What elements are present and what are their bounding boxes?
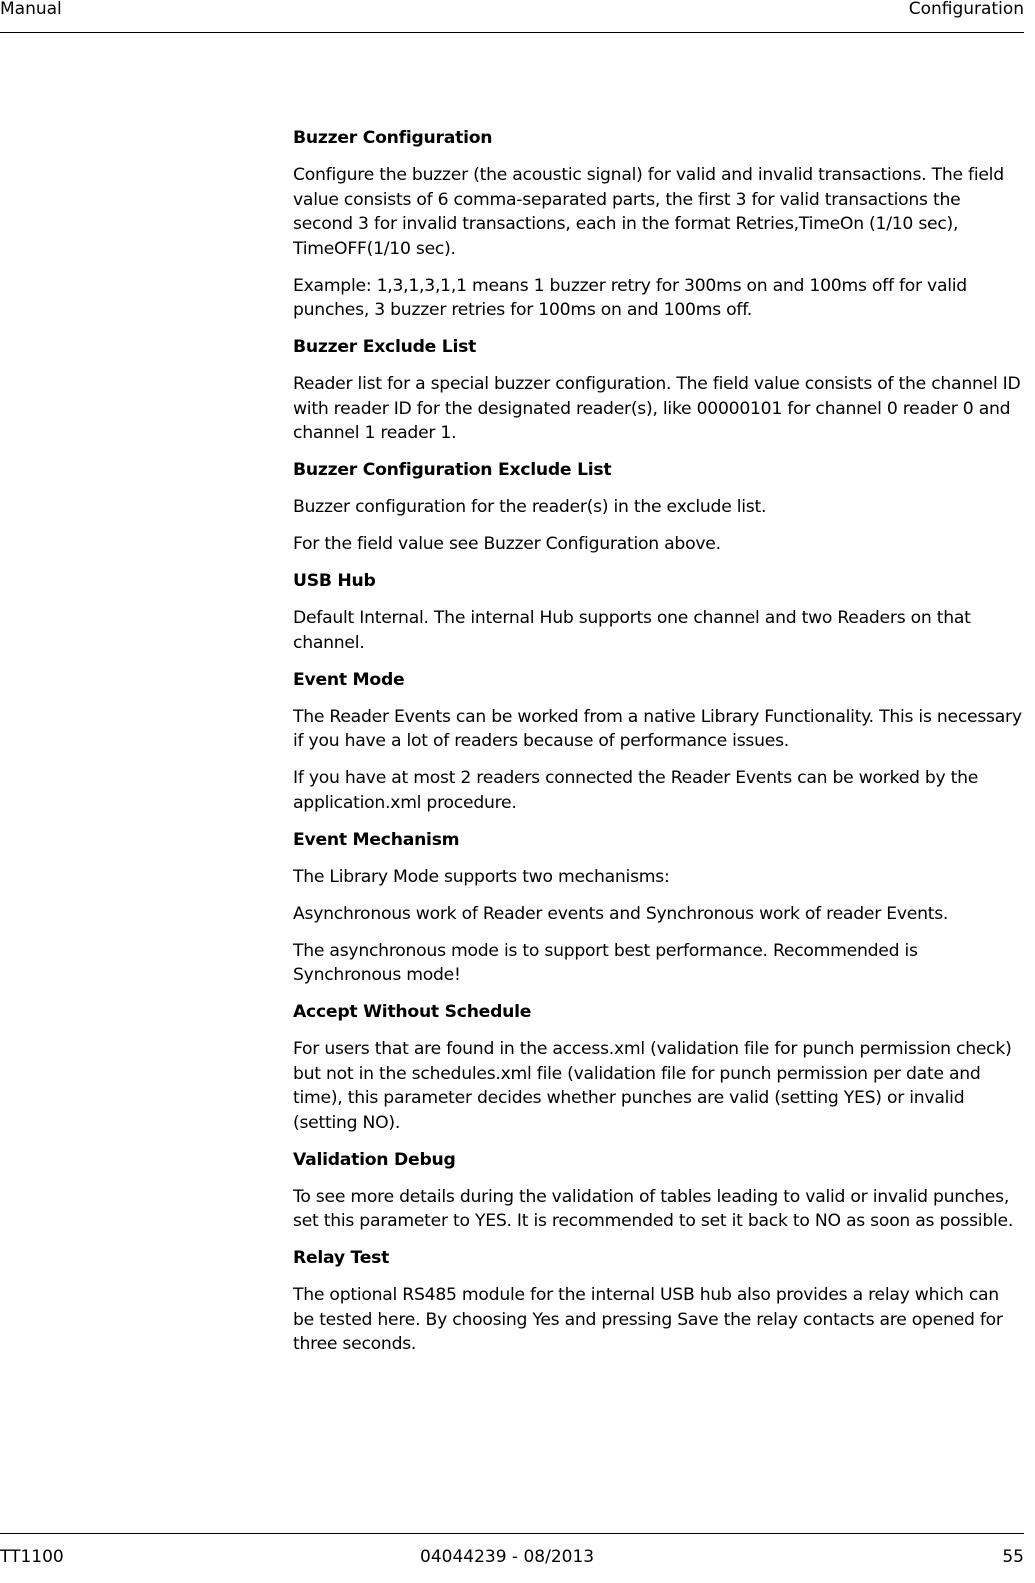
section-heading-event-mode: Event Mode — [293, 669, 405, 690]
section-heading-relay-test: Relay Test — [293, 1248, 390, 1268]
section-heading-buzzer-configuration-exclude-list: Buzzer Configuration Exclude List — [293, 460, 612, 480]
footer-rule — [0, 1533, 1024, 1534]
section-heading-buzzer-exclude-list: Buzzer Exclude List — [293, 337, 477, 357]
footer-product-code: TT1100 — [0, 1547, 64, 1567]
paragraph: The asynchronous mode is to support best performance. Recommended is Synchronous mode! — [293, 940, 918, 985]
footer-page-number: 55 — [1002, 1547, 1024, 1567]
paragraph: To see more details during the validation of tables leading to valid or invalid punches, set this parameter to YES. It is recommended to set it back to NO as soon as possible. — [293, 1186, 1014, 1231]
paragraph: Buzzer configuration for the reader(s) in the exclude list. — [293, 497, 767, 517]
paragraph: Reader list for a special buzzer configuration. The field value consists of the channel ID with reader ID for the designated reader(s), like 00000101 for channel 0 reader 0 and channel 1 reader 1. — [293, 374, 1021, 443]
paragraph: Configure the buzzer (the acoustic signal) for valid and invalid transactions. The field value consists of 6 comma-separated parts, the first 3 for valid transactions the second 3 for invalid transactions, each in the format Retries,TimeOn (1/10 sec), TimeOFF(1/10 sec). — [293, 165, 1004, 259]
section-heading-buzzer-configuration: Buzzer Configuration — [293, 128, 493, 148]
paragraph: For users that are found in the access.xml (validation file for punch permission check) but not in the schedules.xml file (validation file for punch permission per date and time), this parameter decides whether punches are valid (setting YES) or invalid (setting NO). — [293, 1039, 1012, 1133]
section-heading-validation-debug: Validation Debug — [293, 1149, 456, 1170]
paragraph: For the field value see Buzzer Configuration above. — [293, 534, 721, 554]
page-footer — [0, 1547, 1035, 1571]
paragraph: Default Internal. The internal Hub supports one channel and two Readers on that channel. — [293, 608, 971, 653]
header-section-label: Configuration — [908, 0, 1024, 19]
section-heading-accept-without-schedule: Accept Without Schedule — [293, 1002, 532, 1022]
document-body — [293, 126, 1025, 1369]
paragraph: Example: 1,3,1,3,1,1 means 1 buzzer retry for 300ms on and 100ms off for valid punches, 3 buzzer retries for 100ms on and 100ms off. — [293, 275, 967, 320]
paragraph: Asynchronous work of Reader events and Synchronous work of reader Events. — [293, 903, 949, 924]
paragraph: The optional RS485 module for the internal USB hub also provides a relay which can be tested here. By choosing Yes and pressing Save the relay contacts are opened for three seconds. — [293, 1285, 1003, 1354]
section-heading-event-mechanism: Event Mechanism — [293, 829, 460, 850]
footer-document-number: 04044239 - 08/2013 — [420, 1547, 595, 1567]
section-heading-usb-hub: USB Hub — [293, 571, 376, 591]
paragraph: The Library Mode supports two mechanisms: — [293, 866, 670, 887]
page-header — [0, 0, 1035, 23]
paragraph: If you have at most 2 readers connected the Reader Events can be worked by the application.xml procedure. — [293, 768, 979, 813]
header-rule — [0, 32, 1024, 33]
header-manual-label: Manual — [0, 0, 62, 19]
paragraph: The Reader Events can be worked from a native Library Functionality. This is necessary if you have a lot of readers because of performance issues. — [293, 706, 1022, 751]
